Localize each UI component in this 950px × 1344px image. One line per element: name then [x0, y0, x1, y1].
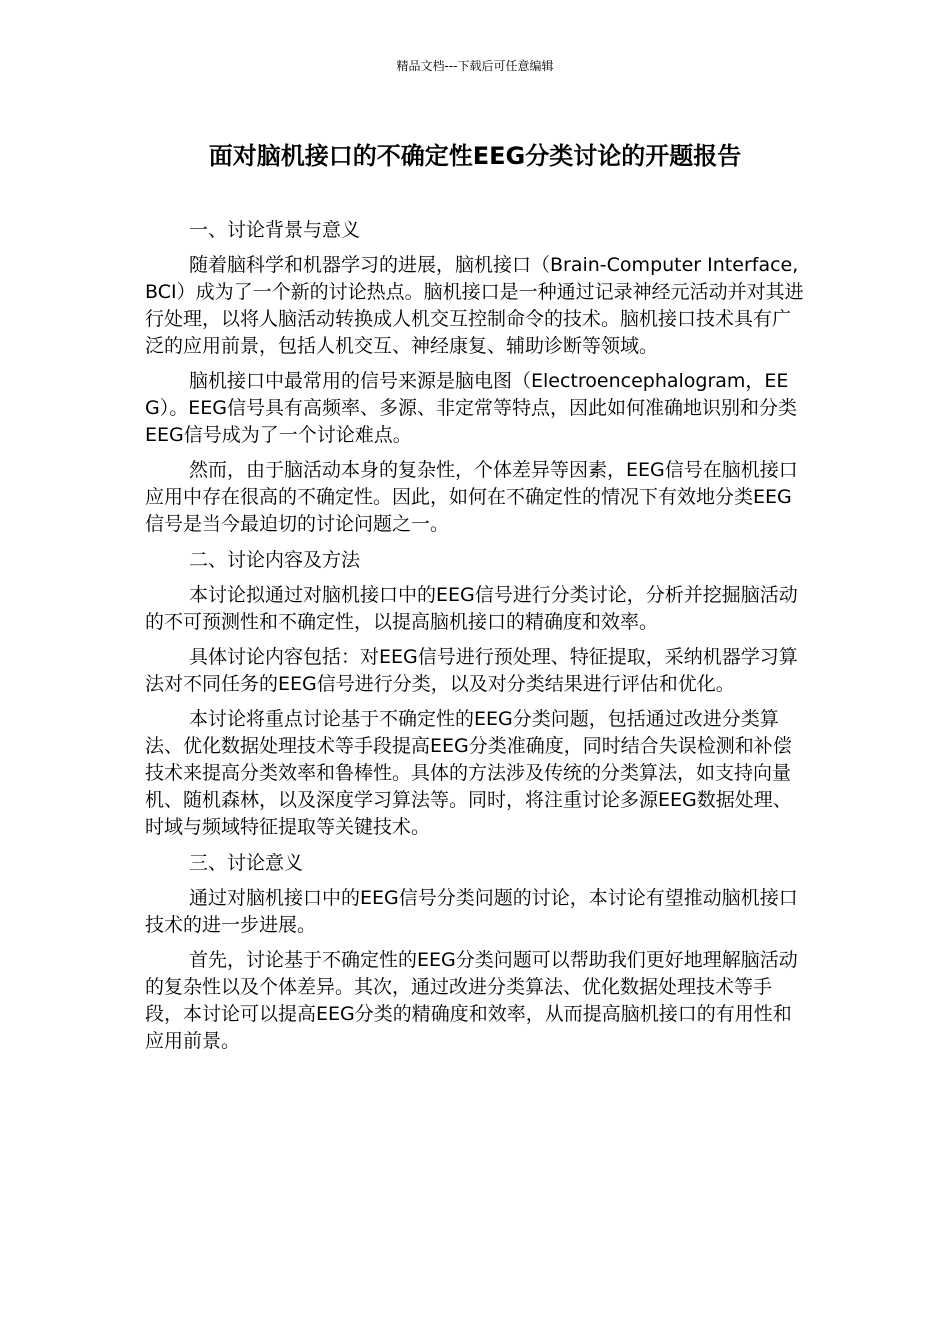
section-heading: 三、讨论意义 [189, 852, 304, 874]
paragraph: 然而，由于脑活动本身的复杂性，个体差异等因素，EEG信号在脑机接口应用中存在很高的不确定性。因此，如何在不确定性的情况下有效地分类EEG信号是当今最迫切的讨论问题之一。 [145, 459, 798, 535]
document-title: 面对脑机接口的不确定性EEG分类讨论的开题报告 [208, 142, 742, 170]
paragraph: 随着脑科学和机器学习的进展，脑机接口（Brain-Computer Interface, BCI）成为了一个新的讨论热点。脑机接口是一种通过记录神经元活动并对其进行处理，以将人脑活动转换成人机交互控制命令的技术。脑机接口技术具有广泛的应用前景，包括人机交互、神经康复、辅助诊断等领域。 [145, 254, 804, 357]
document-body [145, 216, 807, 1063]
paragraph: 具体讨论内容包括：对EEG信号进行预处理、特征提取，采纳机器学习算法对不同任务的EEG信号进行分类，以及对分类结果进行评估和优化。 [145, 646, 798, 695]
paragraph: 本讨论将重点讨论基于不确定性的EEG分类问题，包括通过改进分类算法、优化数据处理技术等手段提高EEG分类准确度，同时结合失误检测和补偿技术来提高分类效率和鲁棒性。具体的方法涉及传统的分类算法，如支持向量机、随机森林，以及深度学习算法等。同时，将注重讨论多源EEG数据处理、时域与频域特征提取等关键技术。 [145, 708, 792, 838]
paragraph: 本讨论拟通过对脑机接口中的EEG信号进行分类讨论，分析并挖掘脑活动的不可预测性和不确定性，以提高脑机接口的精确度和效率。 [145, 584, 798, 633]
section-content-methods [145, 546, 807, 841]
section-heading: 二、讨论内容及方法 [189, 549, 361, 571]
paragraph: 首先，讨论基于不确定性的EEG分类问题可以帮助我们更好地理解脑活动的复杂性以及个体差异。其次，通过改进分类算法、优化数据处理技术等手段，本讨论可以提高EEG分类的精确度和效率，从而提高脑机接口的有用性和应用前景。 [145, 949, 798, 1052]
section-significance [145, 849, 807, 1055]
paragraph: 脑机接口中最常用的信号来源是脑电图（Electroencephalogram，EEG）。EEG信号具有高频率、多源、非定常等特点，因此如何准确地识别和分类EEG信号成为了一个讨论难点。 [145, 370, 797, 446]
header-note: 精品文档---下载后可任意编辑 [396, 59, 554, 73]
section-heading: 一、讨论背景与意义 [189, 219, 361, 241]
paragraph: 通过对脑机接口中的EEG信号分类问题的讨论，本讨论有望推动脑机接口技术的进一步进展。 [145, 887, 798, 936]
section-background [145, 216, 807, 538]
